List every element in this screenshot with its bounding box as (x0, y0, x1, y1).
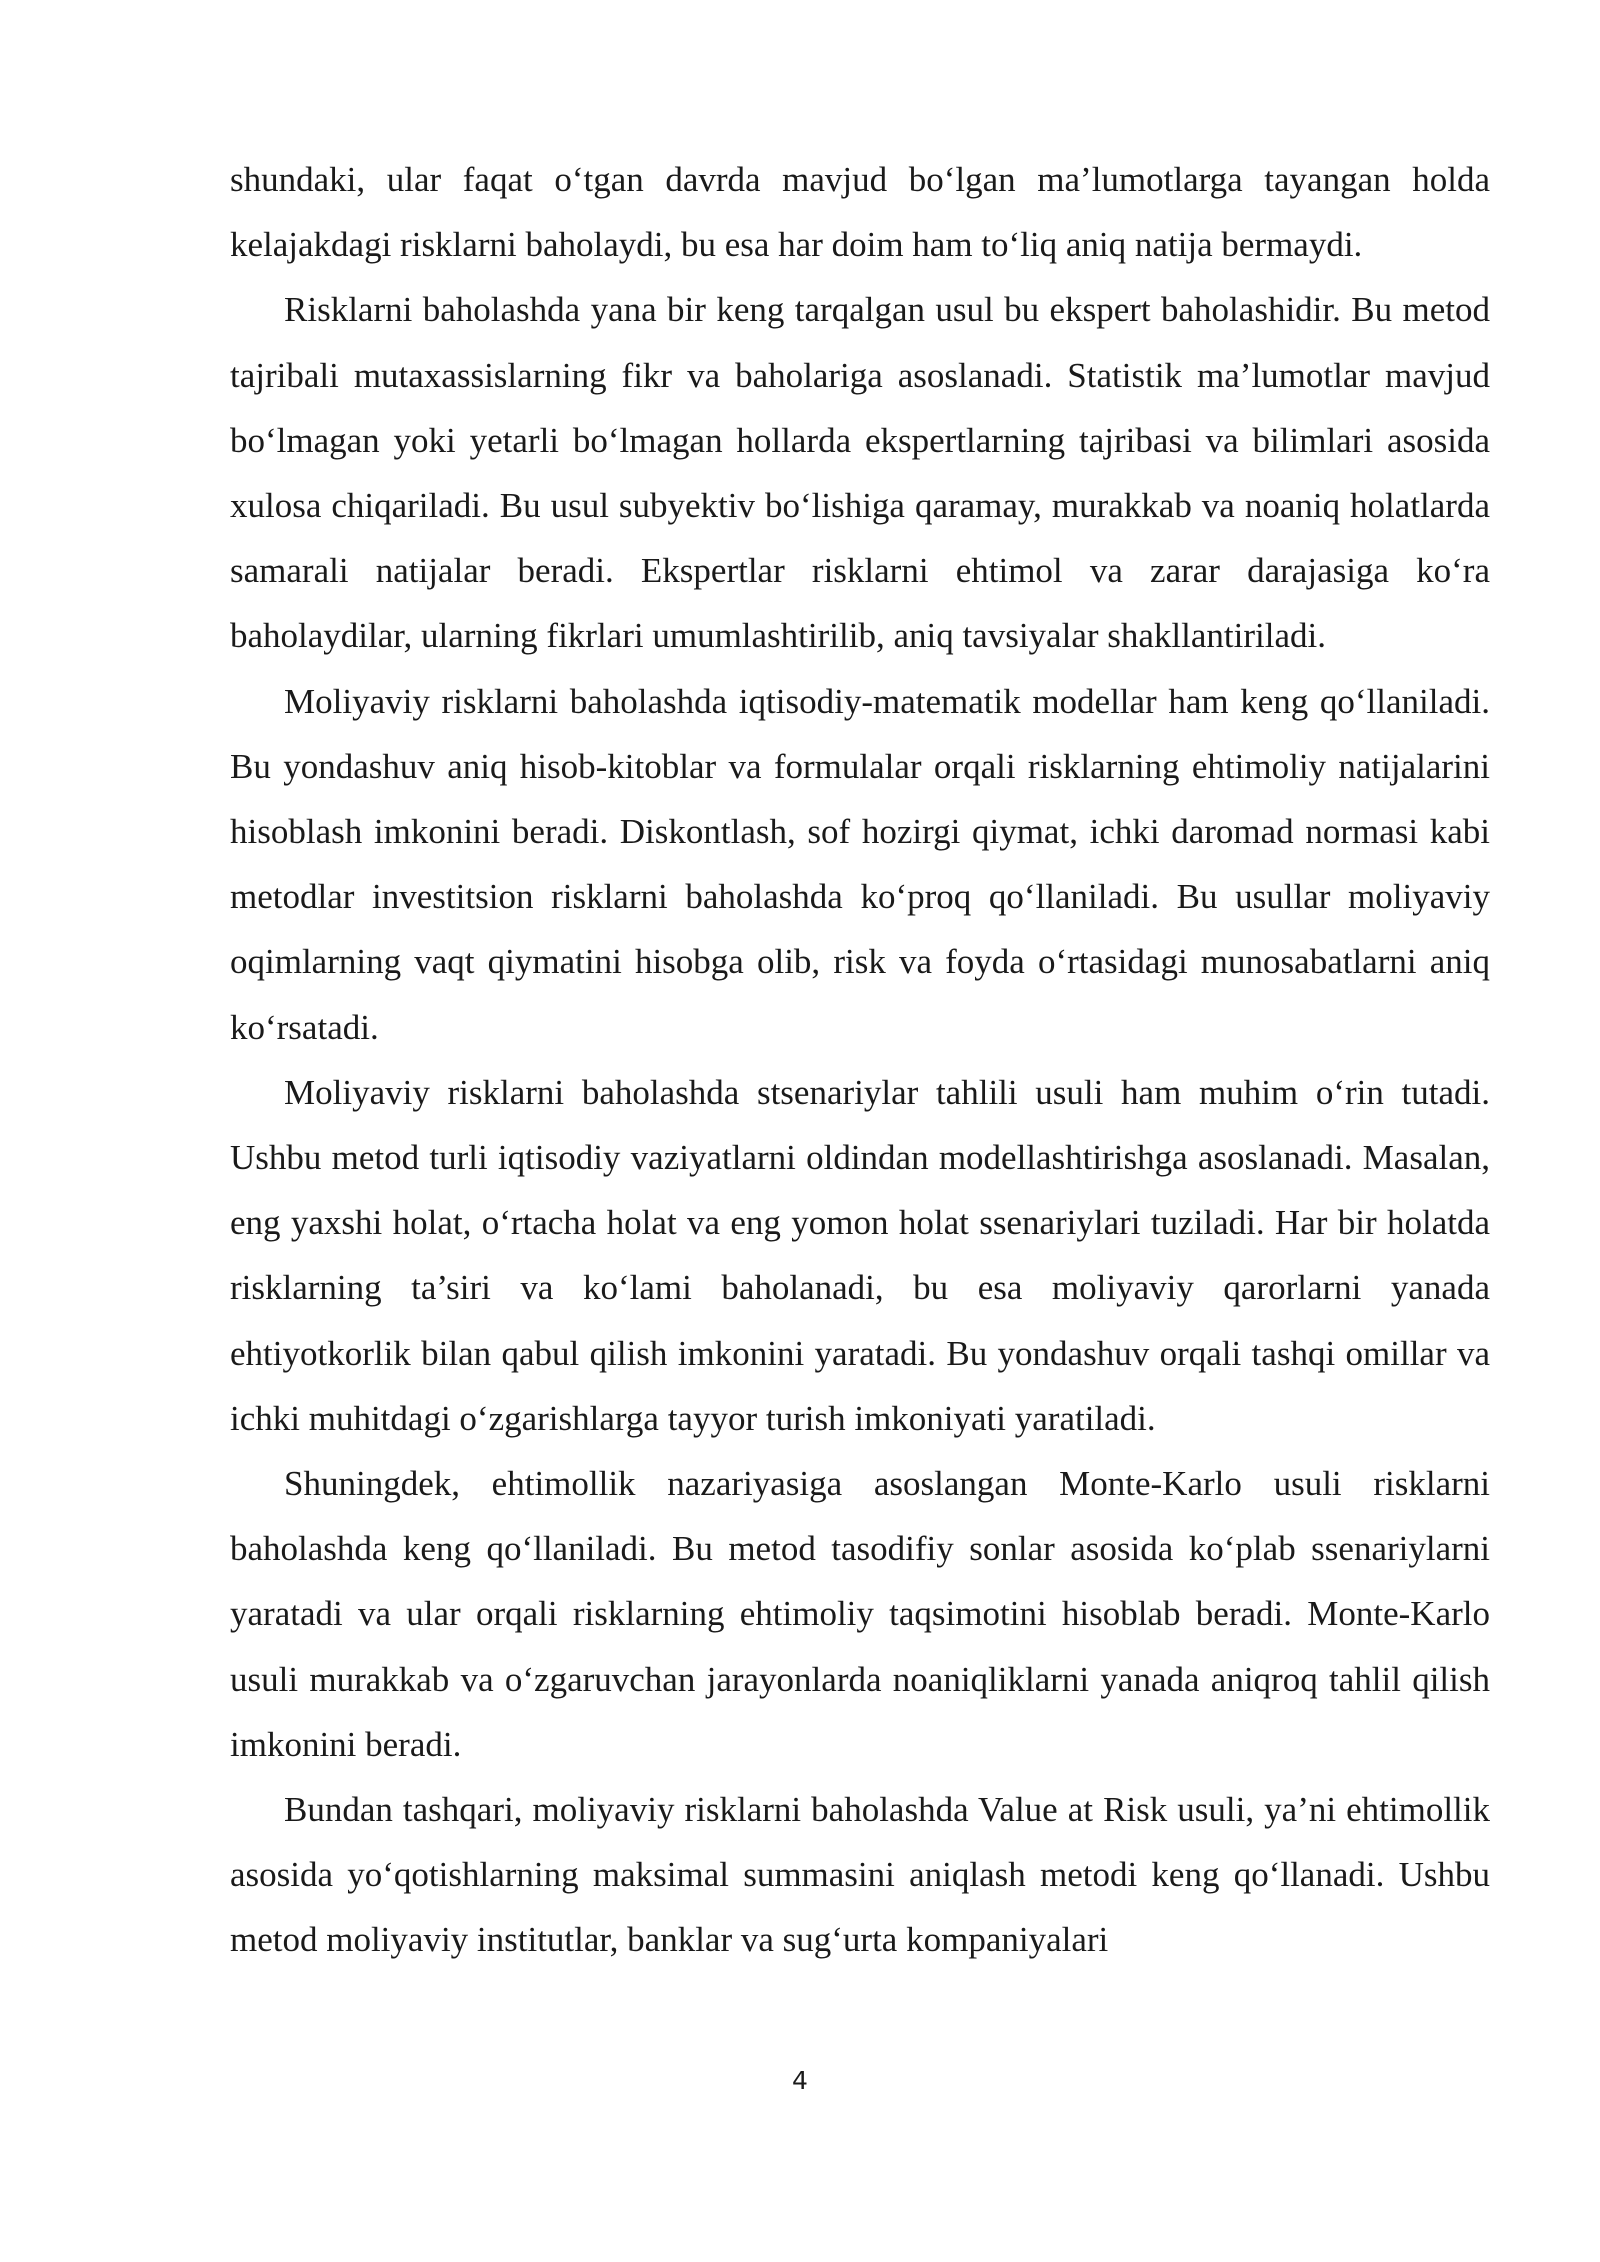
paragraph-continuation: shundaki, ular faqat o‘tgan davrda mavjud bo‘lgan ma’lumotlarga tayangan holda kelajakdagi risklarni baholaydi, bu esa har doim ham to‘liq aniq natija bermaydi. (230, 160, 1490, 265)
page-number: 4 (792, 2066, 808, 2095)
paragraph-economic-models: Moliyaviy risklarni baholashda iqtisodiy-matematik modellar ham keng qo‘llaniladi. Bu yondashuv aniq hisob-kitoblar va formulalar orqali risklarning ehtimoliy natijalarini hisoblash imkonini beradi. Diskontlash, sof hozirgi qiymat, ichki daromad normasi kabi metodlar investitsion risklarni baholashda ko‘proq qo‘llaniladi. Bu usullar moliyaviy oqimlarning vaqt qiymatini hisobga olib, risk va foyda o‘rtasidagi munosabatlarni aniq ko‘rsatadi. (230, 681, 1490, 1047)
paragraph-monte-carlo: Shuningdek, ehtimollik nazariyasiga asoslangan Monte-Karlo usuli risklarni baholashda keng qo‘llaniladi. Bu metod tasodifiy sonlar asosida ko‘plab ssenariylarni yaratadi va ular orqali risklarning ehtimoliy taqsimotini hisoblab beradi. Monte-Karlo usuli murakkab va o‘zgaruvchan jarayonlarda noaniqliklarni yanada aniqroq tahlil qilish imkonini beradi. (230, 1464, 1490, 1764)
paragraph-value-at-risk: Bundan tashqari, moliyaviy risklarni baholashda Value at Risk usuli, ya’ni ehtimollik asosida yo‘qotishlarning maksimal summasini aniqlash metodi keng qo‘llanadi. Ushbu metod moliyaviy institutlar, banklar va sug‘urta kompaniyalari (230, 1790, 1490, 1960)
body-text (230, 147, 1490, 1973)
paragraph-scenario-analysis: Moliyaviy risklarni baholashda stsenariylar tahlili usuli ham muhim o‘rin tutadi. Ushbu metod turli iqtisodiy vaziyatlarni oldindan modellashtirishga asoslanadi. Masalan, eng yaxshi holat, o‘rtacha holat va eng yomon holat ssenariylari tuziladi. Har bir holatda risklarning ta’siri va ko‘lami baholanadi, bu esa moliyaviy qarorlarni yanada ehtiyotkorlik bilan qabul qilish imkonini yaratadi. Bu yondashuv orqali tashqi omillar va ichki muhitdagi o‘zgarishlarga tayyor turish imkoniyati yaratiladi. (230, 1072, 1490, 1438)
paragraph-expert-assessment: Risklarni baholashda yana bir keng tarqalgan usul bu ekspert baholashidir. Bu metod tajribali mutaxassislarning fikr va baholariga asoslanadi. Statistik ma’lumotlar mavjud bo‘lmagan yoki yetarli bo‘lmagan hollarda ekspertlarning tajribasi va bilimlari asosida xulosa chiqariladi. Bu usul subyektiv bo‘lishiga qaramay, murakkab va noaniq holatlarda samarali natijalar beradi. Ekspertlar risklarni ehtimol va zarar darajasiga ko‘ra baholaydilar, ularning fikrlari umumlashtirilib, aniq tavsiyalar shakllantiriladi. (230, 290, 1490, 656)
